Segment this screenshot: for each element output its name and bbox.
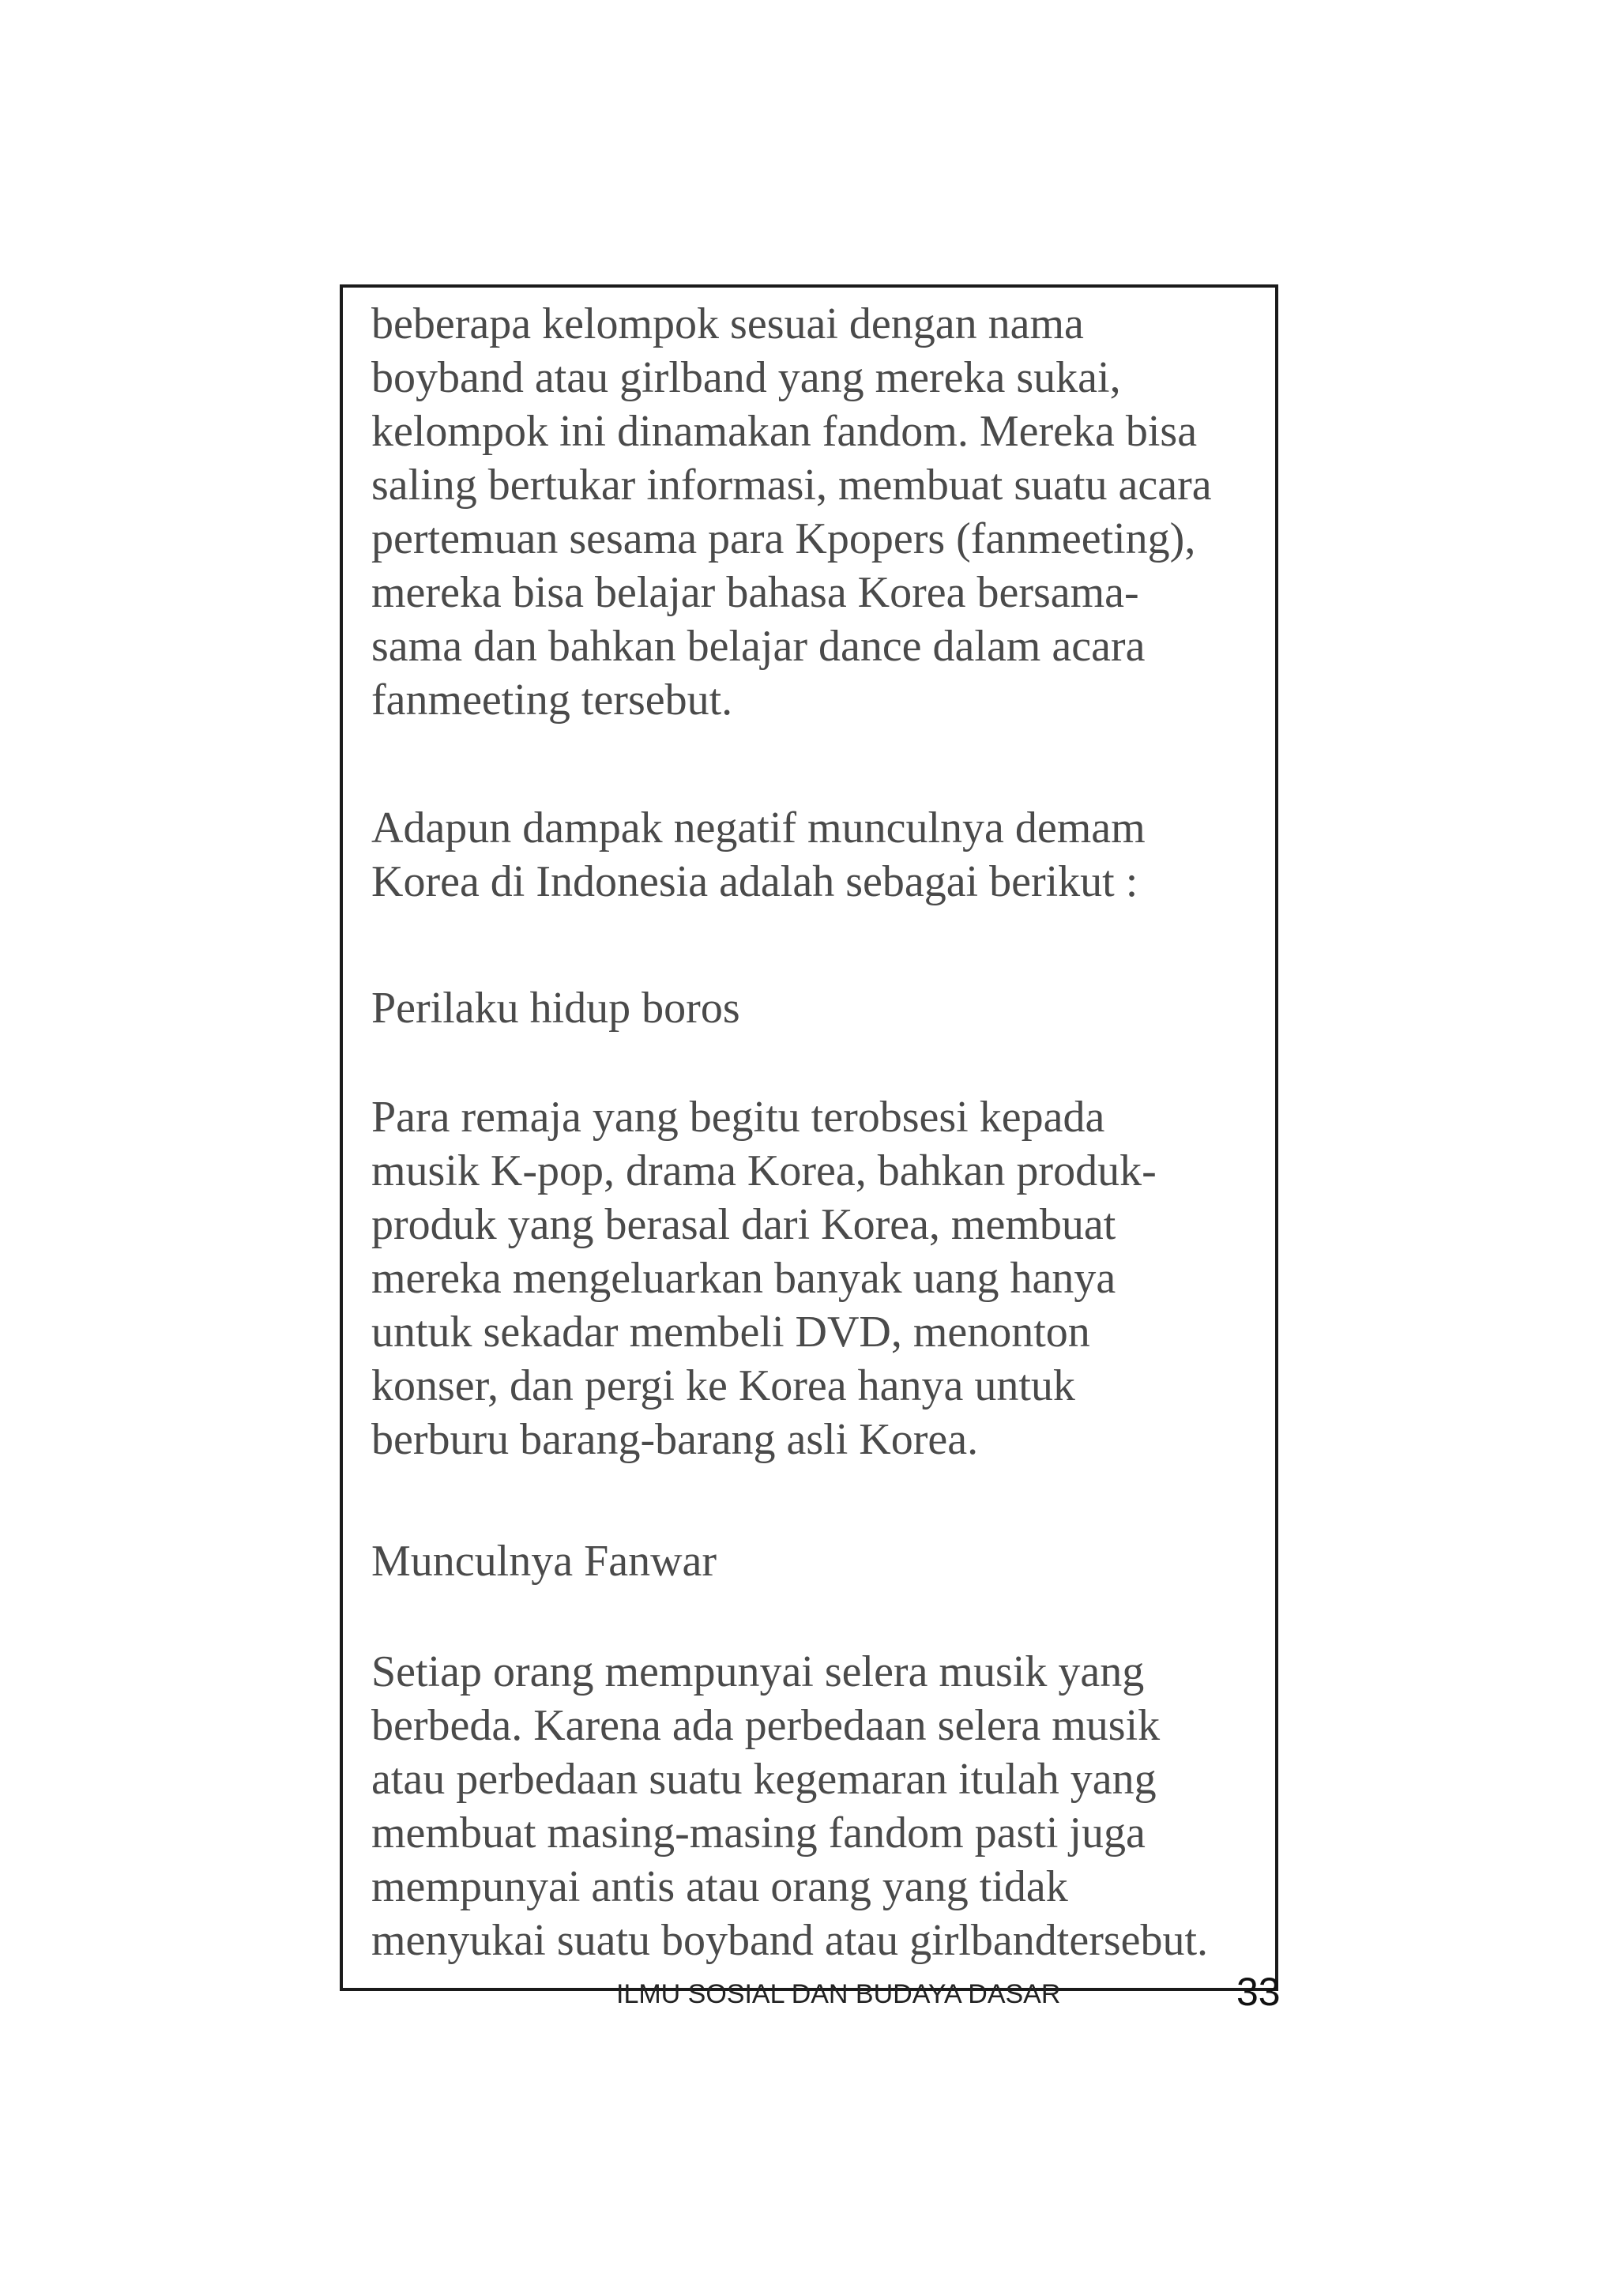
text-line: saling bertukar informasi, membuat suatu acara (371, 461, 1212, 510)
text-line: pertemuan sesama para Kpopers (fanmeeting), (371, 514, 1196, 563)
text-line: berburu barang-barang asli Korea. (371, 1415, 979, 1464)
text-line: boyband atau girlband yang mereka sukai, (371, 353, 1121, 402)
text-line: Korea di Indonesia adalah sebagai berikut : (371, 857, 1138, 906)
text-box (340, 284, 1278, 1991)
text-line: konser, dan pergi ke Korea hanya untuk (371, 1361, 1075, 1410)
text-line: mereka bisa belajar bahasa Korea bersama- (371, 568, 1139, 617)
section-heading: Munculnya Fanwar (371, 1537, 717, 1586)
text-line: beberapa kelompok sesuai dengan nama (371, 299, 1084, 348)
text-line: kelompok ini dinamakan fandom. Mereka bisa (371, 407, 1198, 456)
text-line: membuat masing-masing fandom pasti juga (371, 1809, 1146, 1858)
text-line: berbeda. Karena ada perbedaan selera musik (371, 1701, 1161, 1750)
text-line: atau perbedaan suatu kegemaran itulah yang (371, 1755, 1157, 1804)
text-line: Para remaja yang begitu terobsesi kepada (371, 1093, 1105, 1142)
text-line: musik K-pop, drama Korea, bahkan produk- (371, 1146, 1157, 1195)
text-line: untuk sekadar membeli DVD, menonton (371, 1308, 1090, 1357)
page-number: 33 (1236, 1970, 1281, 2014)
text-line: fanmeeting tersebut. (371, 676, 733, 725)
text-line: Adapun dampak negatif munculnya demam (371, 804, 1146, 853)
text-line: sama dan bahkan belajar dance dalam acara (371, 622, 1146, 671)
footer-title: ILMU SOSIAL DAN BUDAYA DASAR (616, 1979, 1061, 2009)
text-line: mereka mengeluarkan banyak uang hanya (371, 1254, 1116, 1303)
text-line: menyukai suatu boyband atau girlbandtersebut. (371, 1916, 1209, 1965)
section-heading: Perilaku hidup boros (371, 984, 740, 1033)
text-line: Setiap orang mempunyai selera musik yang (371, 1647, 1145, 1696)
text-line: mempunyai antis atau orang yang tidak (371, 1862, 1068, 1911)
text-line: produk yang berasal dari Korea, membuat (371, 1200, 1116, 1249)
